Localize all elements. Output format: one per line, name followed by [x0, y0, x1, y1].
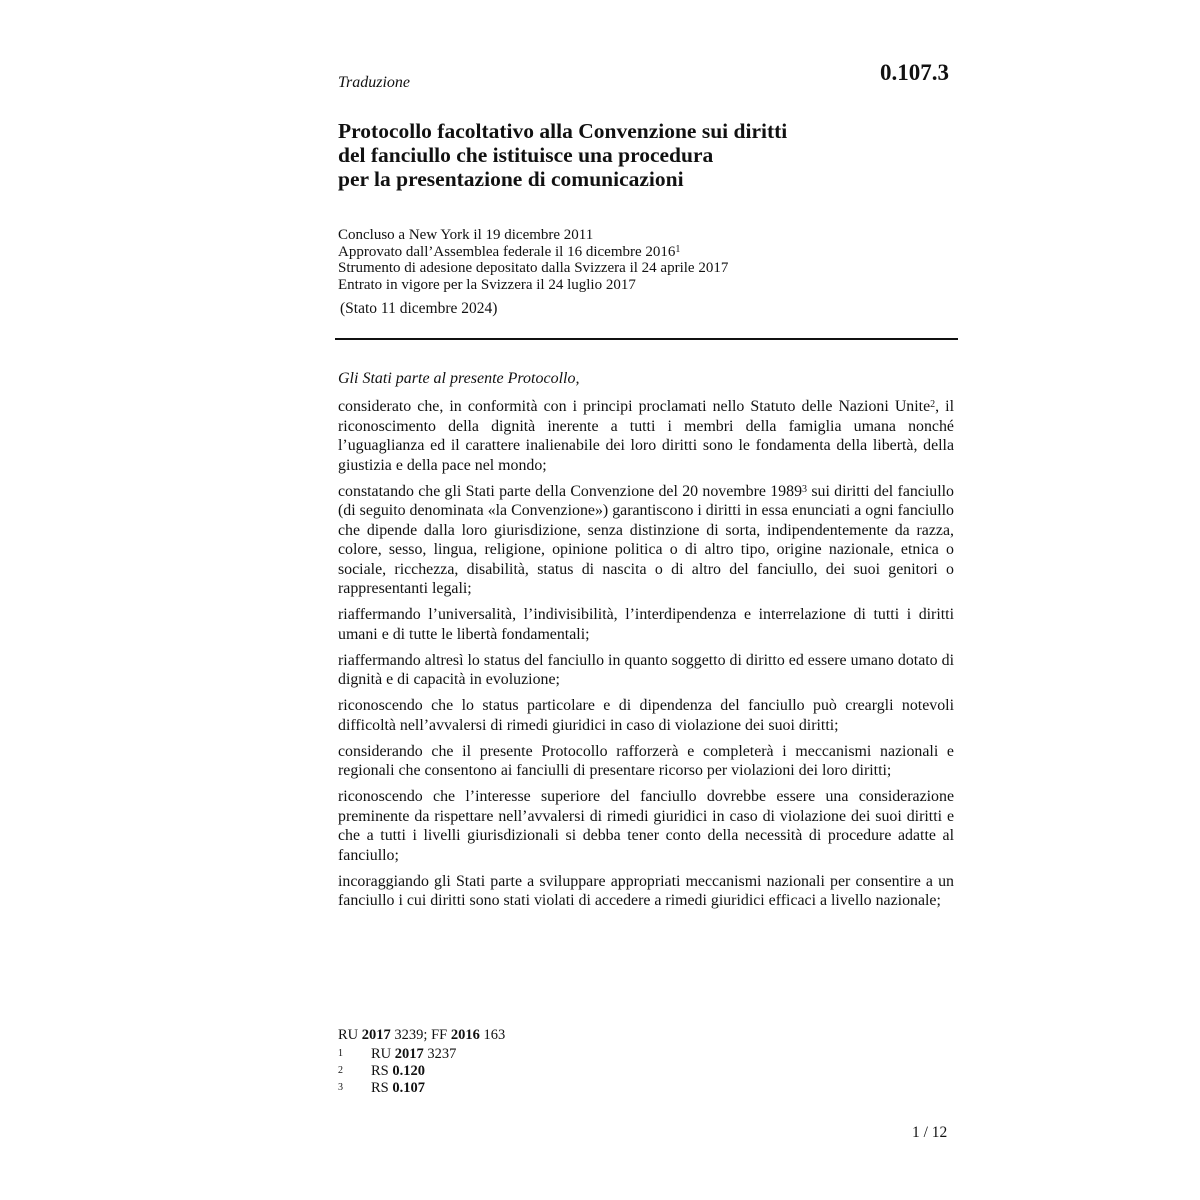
document-title — [338, 119, 898, 191]
footnote: 2 RS 0.120 — [338, 1063, 425, 1079]
concluded-line: Concluso a New York il 19 dicembre 2011 — [338, 227, 594, 243]
recital-paragraph: incoraggiando gli Stati parte a sviluppare appropriati meccanismi nazionali per consentire a un fanciullo i cui diritti sono stati violati di accedere a rimedi giuridici efficaci a livello nazionale; — [338, 872, 954, 909]
footnote: 3 RS 0.107 — [338, 1080, 425, 1096]
recital-paragraph: riaffermando l’universalità, l’indivisibilità, l’interdipendenza e interrelazione di tutti i diritti umani e di tutte le libertà fondamentali; — [338, 606, 954, 643]
recital-paragraph: considerando che il presente Protocollo rafforzerà e completerà i meccanismi nazionali e regionali che consentono ai fanciulli di presentare ricorso per violazioni dei loro diritti; — [338, 742, 954, 779]
publication-reference: RU 2017 3239; FF 2016 163 — [338, 1027, 506, 1043]
approved-line: Approvato dall’Assemblea federale il 16 dicembre 2016$^1$ — [338, 243, 681, 260]
title-line: del fanciullo che istituisce una procedura — [338, 143, 714, 167]
recital-paragraph: constatando che gli Stati parte della Convenzione del 20 novembre 1989$^3$ sui diritti del fanciullo (di seguito denominata «la Convenzione») garantiscono i diritti in essa enunciati a ogni fanciullo che dipende dalla loro giurisdizione, senza distinzione di sorta, indipendentemente da razza, colore, sesso, lingua, religione, opinione politica o di altro tipo, origine nazionale, etnica o sociale, ricchezza, disabilità, status di nascita o di altro del fanciullo, dei suoi genitori o rappresentanti legali; — [338, 482, 954, 597]
footnote: 1 RU 2017 3237 — [338, 1046, 457, 1062]
document-metadata — [338, 227, 938, 293]
footnote-marker[interactable]: 1 — [675, 243, 681, 255]
document-number: 0.107.3 — [880, 60, 949, 85]
in-force-line: Entrato in vigore per la Svizzera il 24 luglio 2017 — [338, 276, 636, 293]
document-body — [338, 397, 954, 917]
recital-paragraph: riconoscendo che lo status particolare e di dipendenza del fanciullo può creargli notevoli difficoltà nell’avvalersi di rimedi giuridici in caso di violazione dei suoi diritti; — [338, 697, 954, 734]
header-divider — [335, 338, 958, 340]
recital-paragraph: riaffermando altresì lo status del fanciullo in quanto soggetto di diritto ed essere umano dotato di dignità e di capacità in evoluzione; — [338, 651, 954, 688]
preamble: Gli Stati parte al presente Protocollo, — [338, 370, 580, 387]
footnote-marker[interactable]: 2 — [930, 399, 936, 410]
footnote-marker[interactable]: 3 — [802, 483, 808, 495]
recital-paragraph: riconoscendo che l’interesse superiore del fanciullo dovrebbe essere una considerazione preminente da rispettare nell’avvalersi di rimedi giuridici in caso di violazione dei suoi diritti e che a tutti i livelli giurisdizionali si debba tener conto della necessità di procedure adatte al fanciullo; — [338, 788, 954, 864]
recital-paragraph: considerato che, in conformità con i principi proclamati nello Statuto delle Nazioni Unite$^2$, il riconoscimento della dignità inerente a tutti i membri della famiglia umana nonché l’uguaglianza ed il carattere inalienabile dei loro diritti sono le fondamenta della libertà, della giustizia e della pace nel mondo; — [338, 398, 954, 474]
instrument-line: Strumento di adesione depositato dalla Svizzera il 24 aprile 2017 — [338, 260, 729, 276]
status-date: (Stato 11 dicembre 2024) — [340, 300, 498, 317]
page-number: 1 / 12 — [912, 1124, 948, 1141]
title-line: per la presentazione di comunicazioni — [338, 167, 684, 191]
title-line: Protocollo facoltativo alla Convenzione sui diritti — [338, 119, 788, 143]
translation-label: Traduzione — [338, 74, 411, 91]
